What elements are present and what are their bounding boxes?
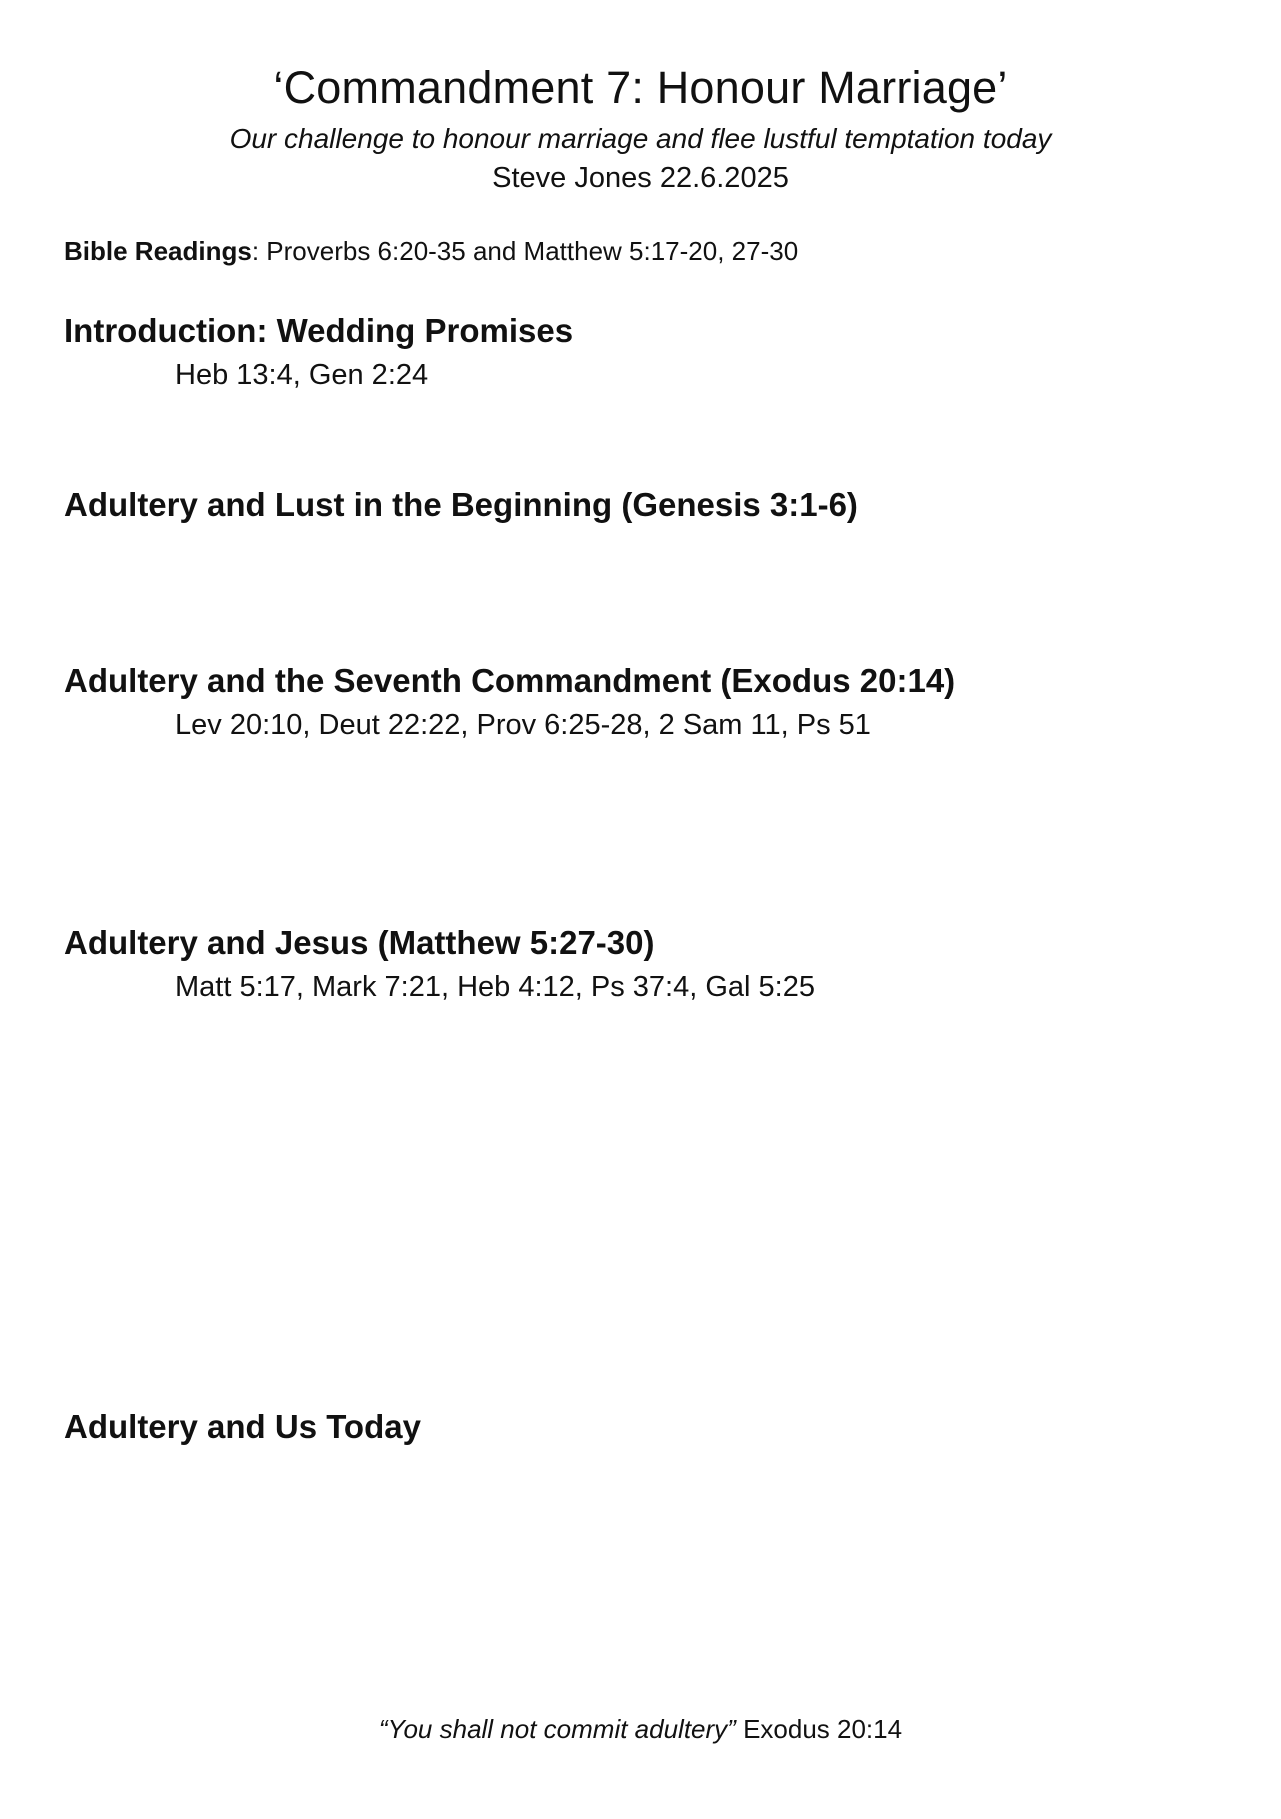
footer-quote: “You shall not commit adultery” [378,1714,736,1744]
section-heading-jesus: Adultery and Jesus (Matthew 5:27-30) [64,924,655,961]
page-title: ‘Commandment 7: Honour Marriage’ [273,62,1008,113]
footer-reference: Exodus 20:14 [735,1714,903,1744]
section-refs-jesus: Matt 5:17, Mark 7:21, Heb 4:12, Ps 37:4, Gal 5:25 [175,971,815,1003]
section-heading-seventh-commandment: Adultery and the Seventh Commandment (Exodus 20:14) [64,662,956,699]
section-heading-beginning: Adultery and Lust in the Beginning (Genesis 3:1-6) [64,486,858,523]
bible-readings-text: Proverbs 6:20-35 and Matthew 5:17-20, 27-30 [259,236,799,266]
footer-quote-line [0,1712,1281,1746]
section-heading-introduction: Introduction: Wedding Promises [64,312,574,349]
bible-readings-separator: : [251,236,260,266]
author-date: Steve Jones 22.6.2025 [492,162,789,194]
page-subtitle: Our challenge to honour marriage and flee lustful temptation today [229,123,1052,154]
section-refs-seventh-commandment: Lev 20:10, Deut 22:22, Prov 6:25-28, 2 Sam 11, Ps 51 [175,709,871,741]
section-heading-us-today: Adultery and Us Today [64,1408,421,1445]
bible-readings-label: Bible Readings [64,236,252,266]
section-refs-introduction: Heb 13:4, Gen 2:24 [175,359,429,391]
bible-readings [64,234,798,268]
